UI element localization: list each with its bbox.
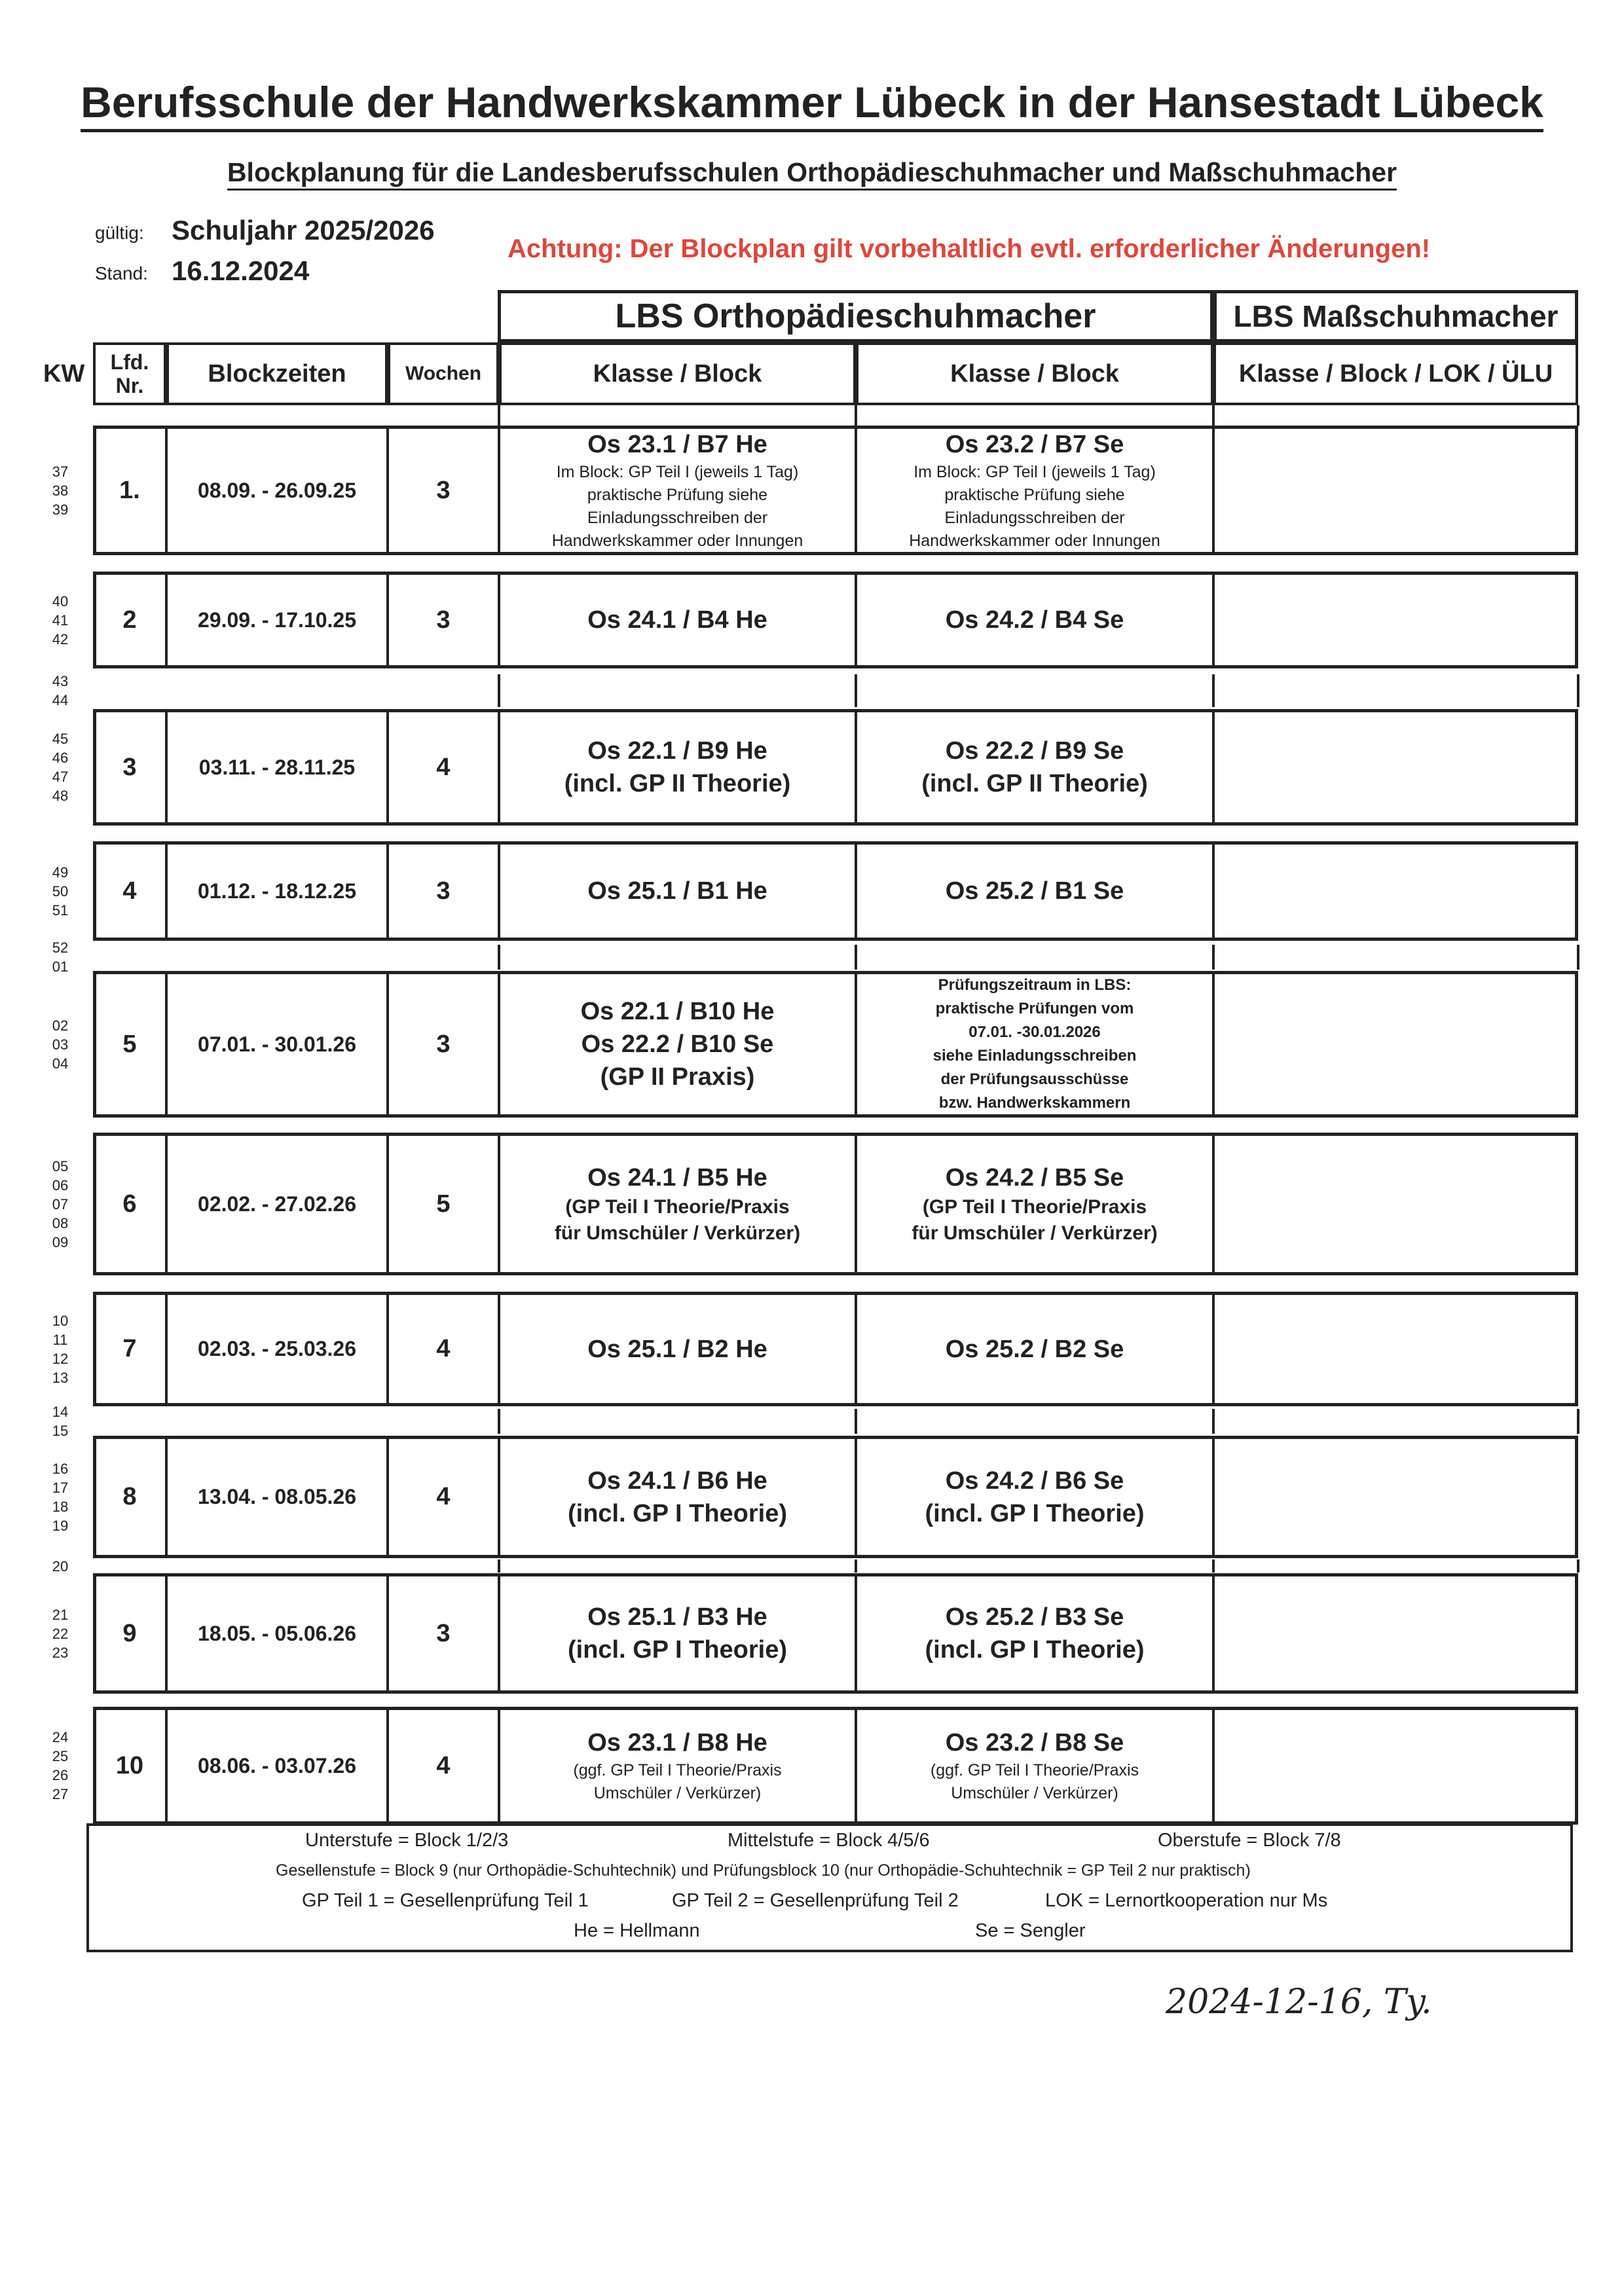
row-number xyxy=(93,1573,166,1694)
row-number-text: 3 xyxy=(122,753,137,781)
kw-number: 45 xyxy=(52,731,69,747)
cell-text: (incl. GP I Theorie) xyxy=(925,1636,1145,1664)
row-class-os-1 xyxy=(499,841,856,941)
cell-text: Os 24.1 / B6 He xyxy=(587,1467,767,1495)
kw-number: 39 xyxy=(52,501,69,518)
cell-text: (incl. GP II Theorie) xyxy=(921,770,1148,797)
row-weeks-text: 4 xyxy=(436,1483,451,1510)
cell-text: Os 25.2 / B2 Se xyxy=(945,1335,1124,1363)
row-number xyxy=(93,1436,166,1558)
cell-text: praktische Prüfung siehe xyxy=(944,486,1125,504)
legend-lok: LOK = Lernortkooperation nur Ms xyxy=(1045,1890,1328,1911)
row-dates xyxy=(166,1133,388,1275)
kw-number: 37 xyxy=(52,463,69,480)
legend-unterstufe: Unterstufe = Block 1/2/3 xyxy=(305,1830,509,1851)
nr-label: Nr. xyxy=(115,374,144,397)
kw-number: 14 xyxy=(52,1404,69,1420)
kw-number: 01 xyxy=(52,958,69,975)
kw-numbers xyxy=(47,462,73,519)
row-dates xyxy=(166,1707,388,1825)
row-dates-text: 01.12. - 18.12.25 xyxy=(198,879,356,903)
kw-number: 20 xyxy=(52,1558,69,1575)
group-header-ms-label: LBS Maßschuhmacher xyxy=(1220,295,1572,337)
kw-numbers-gap xyxy=(47,672,73,710)
cell-text: Os 25.2 / B3 Se xyxy=(945,1603,1124,1631)
cell-text: Os 25.1 / B2 He xyxy=(587,1335,767,1363)
row-weeks-text: 5 xyxy=(436,1190,451,1218)
kw-numbers-gap xyxy=(47,938,73,976)
row-weeks xyxy=(388,841,499,941)
column-connector xyxy=(1577,405,1579,426)
cell-text: Os 22.1 / B10 He xyxy=(580,998,775,1025)
cell-text: (incl. GP I Theorie) xyxy=(925,1499,1145,1527)
cell-text: (GP Teil I Theorie/Praxis xyxy=(922,1196,1147,1218)
cell-text: Einladungsschreiben der xyxy=(587,509,768,527)
cell-text: Os 24.2 / B5 Se xyxy=(945,1164,1124,1192)
row-dates-text: 29.09. - 17.10.25 xyxy=(198,608,356,632)
row-number xyxy=(93,709,166,826)
row-weeks-text: 3 xyxy=(436,1619,451,1647)
row-dates-text: 02.02. - 27.02.26 xyxy=(198,1192,356,1216)
kw-numbers-gap xyxy=(47,1557,73,1576)
row-weeks xyxy=(388,426,499,555)
row-class-os-1 xyxy=(499,709,856,826)
status-value: 16.12.2024 xyxy=(172,255,310,286)
kw-number: 40 xyxy=(52,592,69,610)
row-class-os-1 xyxy=(499,426,856,555)
kw-number: 50 xyxy=(52,883,69,900)
row-class-ms xyxy=(1213,1707,1578,1825)
cell-text: praktische Prüfungen vom xyxy=(935,1000,1134,1017)
kw-numbers-gap xyxy=(47,1402,73,1440)
kw-number: 05 xyxy=(52,1157,69,1175)
cell-text: (GP Teil I Theorie/Praxis xyxy=(565,1196,790,1218)
row-dates xyxy=(166,1573,388,1694)
cell-text: Umschüler / Verkürzer) xyxy=(593,1784,762,1802)
kw-number: 26 xyxy=(52,1767,69,1783)
cell-text: Im Block: GP Teil I (jeweils 1 Tag) xyxy=(913,463,1156,481)
row-number xyxy=(93,426,166,555)
cell-text: Handwerkskammer oder Innungen xyxy=(909,532,1160,550)
row-weeks-text: 3 xyxy=(436,877,451,905)
kw-number: 41 xyxy=(52,611,69,629)
cell-text: Os 24.2 / B6 Se xyxy=(945,1467,1124,1495)
legend-gp2: GP Teil 2 = Gesellenprüfung Teil 2 xyxy=(672,1890,959,1911)
klasse-block-header-1: Klasse / Block xyxy=(499,342,856,405)
klasse-block-header-ms: Klasse / Block / LOK / ÜLU xyxy=(1213,342,1578,405)
row-class-os-1 xyxy=(499,1573,856,1694)
row-class-ms xyxy=(1213,1292,1578,1406)
kw-number: 21 xyxy=(52,1606,69,1623)
kw-number: 23 xyxy=(52,1644,69,1661)
row-class-os-2 xyxy=(856,1133,1213,1275)
cell-text: (GP II Praxis) xyxy=(600,1063,755,1091)
cell-text: Os 25.2 / B1 Se xyxy=(945,877,1124,905)
kw-number: 17 xyxy=(52,1479,69,1496)
kw-number: 43 xyxy=(52,673,69,689)
gap-connector xyxy=(855,674,857,707)
lfd-nr-header xyxy=(93,342,166,405)
row-dates-text: 13.04. - 08.05.26 xyxy=(198,1485,356,1508)
kw-numbers xyxy=(47,1157,73,1252)
handwritten-signature: 2024-12-16, Ty. xyxy=(1166,1982,1432,2022)
kw-number: 04 xyxy=(52,1055,69,1072)
row-dates-text: 02.03. - 25.03.26 xyxy=(198,1337,356,1360)
row-number-text: 1. xyxy=(119,476,140,504)
row-class-os-2 xyxy=(856,1707,1213,1825)
row-class-os-1 xyxy=(499,1436,856,1558)
row-class-os-1 xyxy=(499,1292,856,1406)
row-number-text: 8 xyxy=(122,1483,137,1510)
row-dates-text: 07.01. - 30.01.26 xyxy=(198,1032,356,1056)
kw-number: 03 xyxy=(52,1036,69,1053)
cell-text: Os 24.2 / B4 Se xyxy=(945,606,1124,634)
cell-text: Os 23.2 / B7 Se xyxy=(945,431,1124,458)
row-dates-text: 08.09. - 26.09.25 xyxy=(198,478,356,502)
cell-text: siehe Einladungsschreiben xyxy=(932,1047,1137,1065)
gap-connector xyxy=(1212,674,1215,707)
kw-number: 51 xyxy=(52,902,69,919)
row-class-os-2 xyxy=(856,426,1213,555)
kw-number: 22 xyxy=(52,1625,69,1642)
cell-text: der Prüfungsausschüsse xyxy=(940,1070,1129,1088)
column-connector xyxy=(855,405,857,426)
legend-mittelstufe: Mittelstufe = Block 4/5/6 xyxy=(728,1830,930,1851)
cell-text: Os 24.1 / B4 He xyxy=(587,606,767,634)
document-title: Berufsschule der Handwerkskammer Lübeck in der Hansestadt Lübeck xyxy=(0,77,1624,127)
valid-label: gültig: xyxy=(95,223,144,243)
kw-number: 16 xyxy=(52,1460,69,1477)
gap-connector xyxy=(498,674,500,707)
row-dates xyxy=(166,841,388,941)
row-class-ms xyxy=(1213,426,1578,555)
cell-text: bzw. Handwerkskammern xyxy=(938,1094,1131,1112)
row-class-os-2 xyxy=(856,841,1213,941)
row-weeks-text: 4 xyxy=(436,1751,451,1779)
row-number xyxy=(93,1292,166,1406)
gap-connector xyxy=(1577,1409,1579,1434)
cell-text: (incl. GP II Theorie) xyxy=(564,770,791,797)
blockzeiten-header: Blockzeiten xyxy=(166,342,388,405)
cell-text: Os 25.1 / B3 He xyxy=(587,1603,767,1631)
cell-text: Os 23.2 / B8 Se xyxy=(945,1729,1124,1757)
row-number-text: 4 xyxy=(122,877,137,905)
row-number xyxy=(93,1707,166,1825)
row-dates xyxy=(166,1292,388,1406)
cell-text: (ggf. GP Teil I Theorie/Praxis xyxy=(573,1761,782,1779)
cell-text: Os 22.2 / B9 Se xyxy=(945,737,1124,765)
kw-number: 52 xyxy=(52,939,69,956)
lfd-label: Lfd. xyxy=(110,350,149,374)
gap-connector xyxy=(855,1409,857,1434)
row-class-os-1 xyxy=(499,971,856,1118)
row-weeks xyxy=(388,1707,499,1825)
legend-gesellenstufe: Gesellenstufe = Block 9 (nur Orthopädie-Schuhtechnik) und Prüfungsblock 10 (nur Orthopädie-Schuhtechnik = GP Teil 2 nur praktisch) xyxy=(276,1861,1251,1880)
cell-text: Prüfungszeitraum in LBS: xyxy=(938,976,1132,994)
legend-se: Se = Sengler xyxy=(975,1920,1086,1941)
cell-text: Os 25.1 / B1 He xyxy=(587,877,767,905)
row-weeks-text: 4 xyxy=(436,1335,451,1362)
gap-connector xyxy=(498,1559,500,1573)
gap-connector xyxy=(1577,1559,1579,1573)
legend-gp1: GP Teil 1 = Gesellenprüfung Teil 1 xyxy=(302,1890,589,1911)
row-dates xyxy=(166,572,388,668)
cell-text: (ggf. GP Teil I Theorie/Praxis xyxy=(930,1761,1139,1779)
kw-number: 25 xyxy=(52,1748,69,1764)
kw-number: 38 xyxy=(52,482,69,499)
row-class-ms xyxy=(1213,572,1578,668)
cell-text: Umschüler / Verkürzer) xyxy=(951,1784,1118,1802)
kw-number: 02 xyxy=(52,1017,69,1034)
kw-numbers xyxy=(47,729,73,805)
row-weeks-text: 3 xyxy=(436,476,451,504)
row-class-os-2 xyxy=(856,572,1213,668)
row-dates-text: 18.05. - 05.06.26 xyxy=(198,1621,356,1645)
row-class-ms xyxy=(1213,1573,1578,1694)
row-number xyxy=(93,971,166,1118)
cell-text: Os 23.1 / B7 He xyxy=(587,431,767,458)
row-dates-text: 08.06. - 03.07.26 xyxy=(198,1753,356,1777)
row-class-os-1 xyxy=(499,1133,856,1275)
kw-number: 42 xyxy=(52,630,69,647)
kw-number: 13 xyxy=(52,1369,69,1386)
kw-number: 11 xyxy=(52,1331,68,1348)
cell-text: Os 24.1 / B5 He xyxy=(587,1164,767,1192)
kw-number: 06 xyxy=(52,1176,69,1194)
kw-number: 24 xyxy=(52,1729,69,1745)
row-class-os-1 xyxy=(499,572,856,668)
kw-number: 44 xyxy=(52,692,69,708)
gap-connector xyxy=(855,1559,857,1573)
kw-number: 07 xyxy=(52,1195,69,1212)
cell-text: Os 22.1 / B9 He xyxy=(587,737,767,765)
row-number-text: 6 xyxy=(122,1190,137,1218)
row-dates xyxy=(166,1436,388,1558)
kw-number: 19 xyxy=(52,1517,69,1534)
kw-number: 09 xyxy=(52,1233,69,1250)
row-class-os-2 xyxy=(856,1292,1213,1406)
row-class-ms xyxy=(1213,1436,1578,1558)
row-number-text: 7 xyxy=(122,1335,137,1362)
kw-numbers xyxy=(47,1459,73,1535)
row-weeks xyxy=(388,1436,499,1558)
row-weeks xyxy=(388,572,499,668)
gap-connector xyxy=(498,945,500,970)
gap-connector xyxy=(1577,674,1579,707)
status-label: Stand: xyxy=(95,263,148,283)
kw-numbers xyxy=(47,1728,73,1804)
row-number-text: 5 xyxy=(122,1030,137,1058)
kw-numbers xyxy=(47,1311,73,1387)
row-weeks xyxy=(388,1573,499,1694)
cell-text: für Umschüler / Verkürzer) xyxy=(554,1222,801,1244)
kw-number: 27 xyxy=(52,1786,69,1802)
legend-he: He = Hellmann xyxy=(574,1920,700,1941)
column-connector xyxy=(1212,405,1215,426)
cell-text: Einladungsschreiben der xyxy=(944,509,1125,527)
row-class-os-2 xyxy=(856,971,1213,1118)
kw-number: 10 xyxy=(52,1312,69,1329)
group-header-os-label: LBS Orthopädieschuhmacher xyxy=(504,295,1207,337)
wochen-header: Wochen xyxy=(388,342,499,405)
gap-connector xyxy=(1577,945,1579,970)
row-number-text: 2 xyxy=(122,606,137,634)
row-number xyxy=(93,572,166,668)
kw-header: KW xyxy=(43,360,85,388)
gap-connector xyxy=(855,945,857,970)
row-weeks-text: 3 xyxy=(436,606,451,634)
kw-number: 47 xyxy=(52,769,69,785)
row-weeks xyxy=(388,709,499,826)
row-weeks xyxy=(388,1133,499,1275)
row-class-ms xyxy=(1213,841,1578,941)
row-weeks xyxy=(388,1292,499,1406)
row-weeks-text: 4 xyxy=(436,753,451,781)
legend xyxy=(86,1823,1573,1952)
cell-text: Os 23.1 / B8 He xyxy=(587,1729,767,1757)
column-connector xyxy=(498,405,500,426)
klasse-block-header-2: Klasse / Block xyxy=(856,342,1213,405)
warning-text: Achtung: Der Blockplan gilt vorbehaltlich evtl. erforderlicher Änderungen! xyxy=(507,234,1431,263)
kw-number: 48 xyxy=(52,788,69,804)
cell-text: 07.01. -30.01.2026 xyxy=(969,1023,1101,1041)
kw-number: 18 xyxy=(52,1498,69,1515)
row-dates xyxy=(166,709,388,826)
gap-connector xyxy=(1212,1409,1215,1434)
kw-numbers xyxy=(47,1605,73,1662)
row-number-text: 10 xyxy=(115,1751,144,1779)
legend-oberstufe: Oberstufe = Block 7/8 xyxy=(1158,1830,1341,1851)
cell-text: Im Block: GP Teil I (jeweils 1 Tag) xyxy=(556,463,799,481)
row-class-os-1 xyxy=(499,1707,856,1825)
kw-number: 15 xyxy=(52,1423,69,1439)
gap-connector xyxy=(1212,1559,1215,1573)
kw-number: 46 xyxy=(52,750,69,766)
kw-numbers xyxy=(47,1016,73,1073)
row-class-ms xyxy=(1213,709,1578,826)
row-number xyxy=(93,1133,166,1275)
row-class-ms xyxy=(1213,971,1578,1118)
row-class-ms xyxy=(1213,1133,1578,1275)
kw-number: 12 xyxy=(52,1350,69,1367)
kw-numbers xyxy=(47,592,73,649)
document-subtitle: Blockplanung für die Landesberufsschulen Orthopädieschuhmacher und Maßschuhmacher xyxy=(0,157,1624,188)
kw-number: 49 xyxy=(52,864,69,881)
row-class-os-2 xyxy=(856,709,1213,826)
gap-connector xyxy=(498,1409,500,1434)
row-weeks-text: 3 xyxy=(436,1030,451,1058)
kw-number: 08 xyxy=(52,1214,69,1231)
kw-numbers xyxy=(47,863,73,920)
row-number xyxy=(93,841,166,941)
row-dates-text: 03.11. - 28.11.25 xyxy=(198,755,356,779)
cell-text: Os 22.2 / B10 Se xyxy=(581,1030,774,1058)
row-weeks xyxy=(388,971,499,1118)
row-class-os-2 xyxy=(856,1436,1213,1558)
cell-text: praktische Prüfung siehe xyxy=(587,486,768,504)
gap-connector xyxy=(1212,945,1215,970)
row-dates xyxy=(166,971,388,1118)
row-dates xyxy=(166,426,388,555)
cell-text: Handwerkskammer oder Innungen xyxy=(551,532,803,550)
cell-text: für Umschüler / Verkürzer) xyxy=(912,1222,1158,1244)
cell-text: (incl. GP I Theorie) xyxy=(567,1636,788,1664)
valid-value: Schuljahr 2025/2026 xyxy=(172,215,435,246)
row-class-os-2 xyxy=(856,1573,1213,1694)
row-number-text: 9 xyxy=(122,1619,137,1647)
cell-text: (incl. GP I Theorie) xyxy=(567,1499,788,1527)
